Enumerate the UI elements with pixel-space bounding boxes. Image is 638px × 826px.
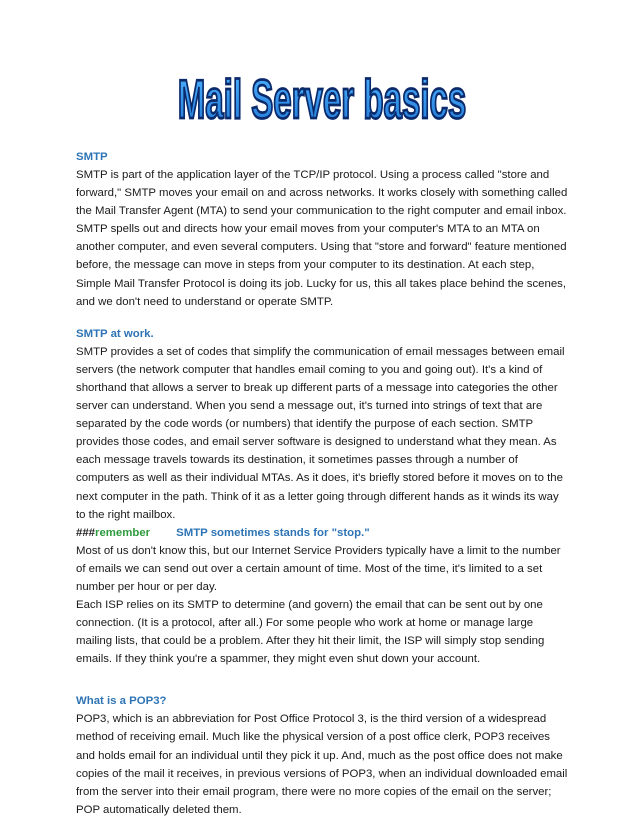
heading-smtp: SMTP xyxy=(76,151,108,163)
document-body xyxy=(76,148,568,819)
remember-word: remember xyxy=(95,526,151,539)
heading-smtp-at-work: SMTP at work. xyxy=(76,327,154,340)
smtp-paragraph-1: SMTP is part of the application layer of the TCP/IP protocol. Using a process called "store and forward," SMTP moves your email on and across networks. It works closely with something called the Mail Transfer Agent (MTA) to send your communication to the right computer and email inbox. xyxy=(76,169,568,218)
heading-pop3: What is a POP3? xyxy=(76,695,167,708)
stop-paragraph-1: Most of us don't know this, but our Internet Service Providers typically have a limit to the number of emails we can send out over a certain amount of time. Most of the time, it's limited to a set number per hour or per day. xyxy=(76,544,561,593)
remember-hash: ### xyxy=(76,526,96,539)
wordart-title xyxy=(172,70,472,140)
remember-line xyxy=(76,524,568,542)
pop3-paragraph: POP3, which is an abbreviation for Post Office Protocol 3, is the third version of a widespread method of receiving email. Much like the physical version of a post office clerk, POP3 receives and holds email for an individual until they pick it up. And, much as the post office does not make copies of the mail it receives, in previous versions of POP3, when an individual downloaded email from the server into their email program, there were no more copies of the email on the server; POP automatically deleted them. xyxy=(76,713,568,816)
smtp-paragraph-2: SMTP spells out and directs how your email moves from your computer's MTA to an MTA on another computer, and even several computers. Using that "store and forward" feature mentioned before, the message can move in steps from your computer to its destination. At each step, Simple Mail Transfer Protocol is doing its job. Lucky for us, this all takes place behind the scenes, and we don't need to understand or operate SMTP. xyxy=(76,223,567,308)
stop-paragraph-2: Each ISP relies on its SMTP to determine (and govern) the email that can be sent out by one connection. (It is a protocol, after all.) For some people who work at home or manage large mailing lists, that could be a problem. After they hit their limit, the ISP will simply stop sending emails. If they think you're a spammer, they might even shut down your account. xyxy=(76,598,545,666)
svg-text:Mail Server basics: Mail Server basics xyxy=(177,70,467,130)
smtp-at-work-paragraph: SMTP provides a set of codes that simplify the communication of email messages between email servers (the network computer that handles email coming to you and going out). It's a kind of shorthand that allows a server to break up different parts of a message into categories the other server can understand. When you send a message out, it's turned into strings of text that are separated by the code words (or numbers) that identify the purpose of each section. SMTP provides those codes, and email server software is designed to understand what they mean. As each message travels towards its destination, it sometimes passes through a number of computers as well as their individual MTAs. As it does, it's briefly stored before it moves on to the next computer in the path. Think of it as a letter going through different hands as it winds its way to the right mailbox. xyxy=(76,345,565,521)
remember-title: SMTP sometimes stands for "stop." xyxy=(176,526,370,539)
